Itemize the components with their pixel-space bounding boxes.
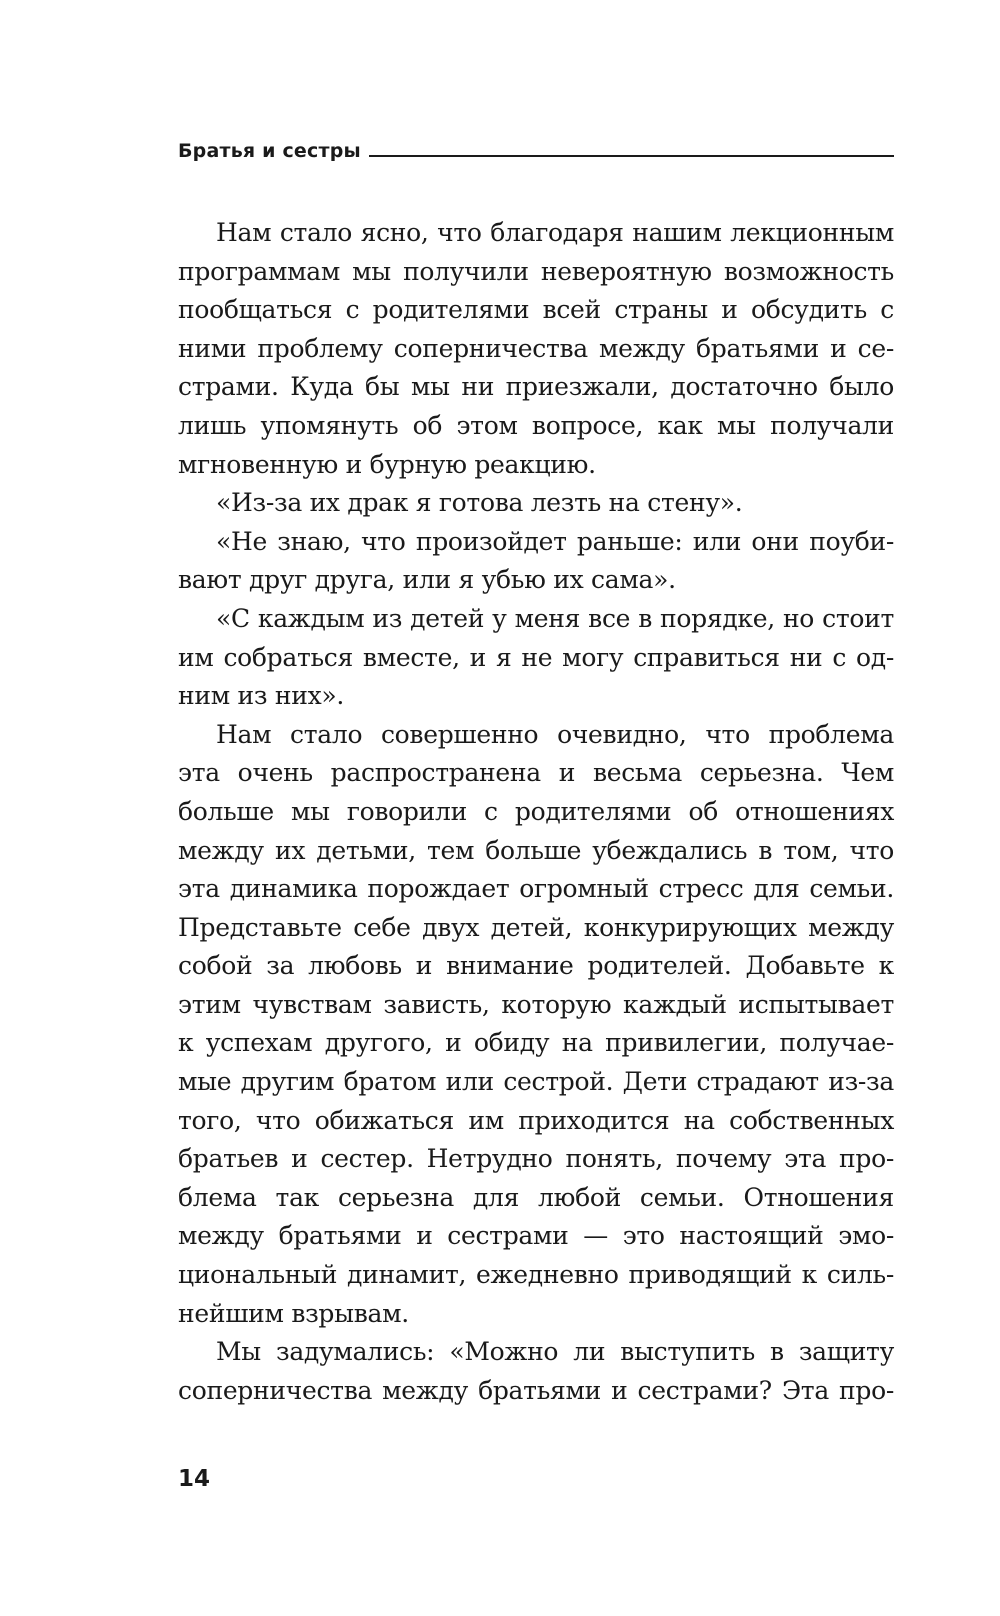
- text-line: циональный динамит, ежедневно приводящий к силь-: [178, 1260, 894, 1290]
- text-line: Представьте себе двух детей, конкурирующих между: [178, 912, 894, 942]
- text-line: ними проблему соперничества между братьями и се-: [178, 333, 894, 363]
- text-line: мые другим братом или сестрой. Дети страдают из-за: [178, 1067, 894, 1097]
- text-line: «Не знаю, что произойдет раньше: или они поуби-: [216, 526, 894, 556]
- text-line: блема так серьезна для любой семьи. Отношения: [178, 1182, 894, 1212]
- text-line: больше мы говорили с родителями об отношениях: [178, 796, 894, 826]
- text-line: к успехам другого, и обиду на привилегии, получае-: [178, 1028, 894, 1058]
- running-head: [178, 132, 894, 162]
- text-line: соперничества между братьями и сестрами? Эта про-: [178, 1375, 894, 1405]
- text-line: «С каждым из детей у меня все в порядке, но стоит: [216, 603, 894, 633]
- running-head-rule: [369, 155, 894, 157]
- text-line: Мы задумались: «Можно ли выступить в защиту: [216, 1337, 894, 1367]
- text-line: эта динамика порождает огромный стресс для семьи.: [178, 874, 894, 904]
- paragraph: [178, 484, 894, 523]
- paragraph: [178, 600, 894, 716]
- text-line: страми. Куда бы мы ни приезжали, достаточно было: [178, 372, 894, 402]
- text-line: Нам стало ясно, что благодаря нашим лекционным: [216, 218, 894, 247]
- text-line: нейшим взрывам.: [178, 1298, 409, 1328]
- text-line: между братьями и сестрами — это настоящий эмо-: [178, 1221, 894, 1251]
- text-line: братьев и сестер. Нетрудно понять, почему эта про-: [178, 1144, 894, 1174]
- page-number: 14: [178, 1466, 211, 1492]
- text-line: вают друг друга, или я убью их сама».: [178, 565, 676, 595]
- text-line: собой за любовь и внимание родителей. Добавьте к: [178, 951, 894, 981]
- text-line: между их детьми, тем больше убеждались в том, что: [178, 835, 894, 865]
- text-line: этим чувствам зависть, которую каждый испытывает: [178, 989, 894, 1019]
- text-line: «Из-за их драк я готова лезть на стену».: [216, 488, 743, 518]
- paragraph: [178, 214, 894, 484]
- paragraph: [178, 523, 894, 600]
- text-line: Нам стало совершенно очевидно, что проблема: [216, 719, 894, 749]
- text-line: лишь упомянуть об этом вопросе, как мы получали: [178, 410, 894, 440]
- text-line: им собраться вместе, и я не могу справиться ни с од-: [178, 642, 894, 672]
- body-text: [178, 214, 894, 1410]
- paragraph: [178, 716, 894, 1334]
- text-line: того, что обижаться им приходится на собственных: [178, 1105, 894, 1135]
- text-line: ним из них».: [178, 681, 345, 711]
- text-line: программам мы получили невероятную возможность: [178, 256, 894, 286]
- text-line: мгновенную и бурную реакцию.: [178, 449, 596, 479]
- paragraph: [178, 1333, 894, 1410]
- text-line: эта очень распространена и весьма серьезна. Чем: [178, 758, 894, 788]
- running-head-title: Братья и сестры: [178, 140, 361, 162]
- text-line: пообщаться с родителями всей страны и обсудить с: [178, 295, 894, 325]
